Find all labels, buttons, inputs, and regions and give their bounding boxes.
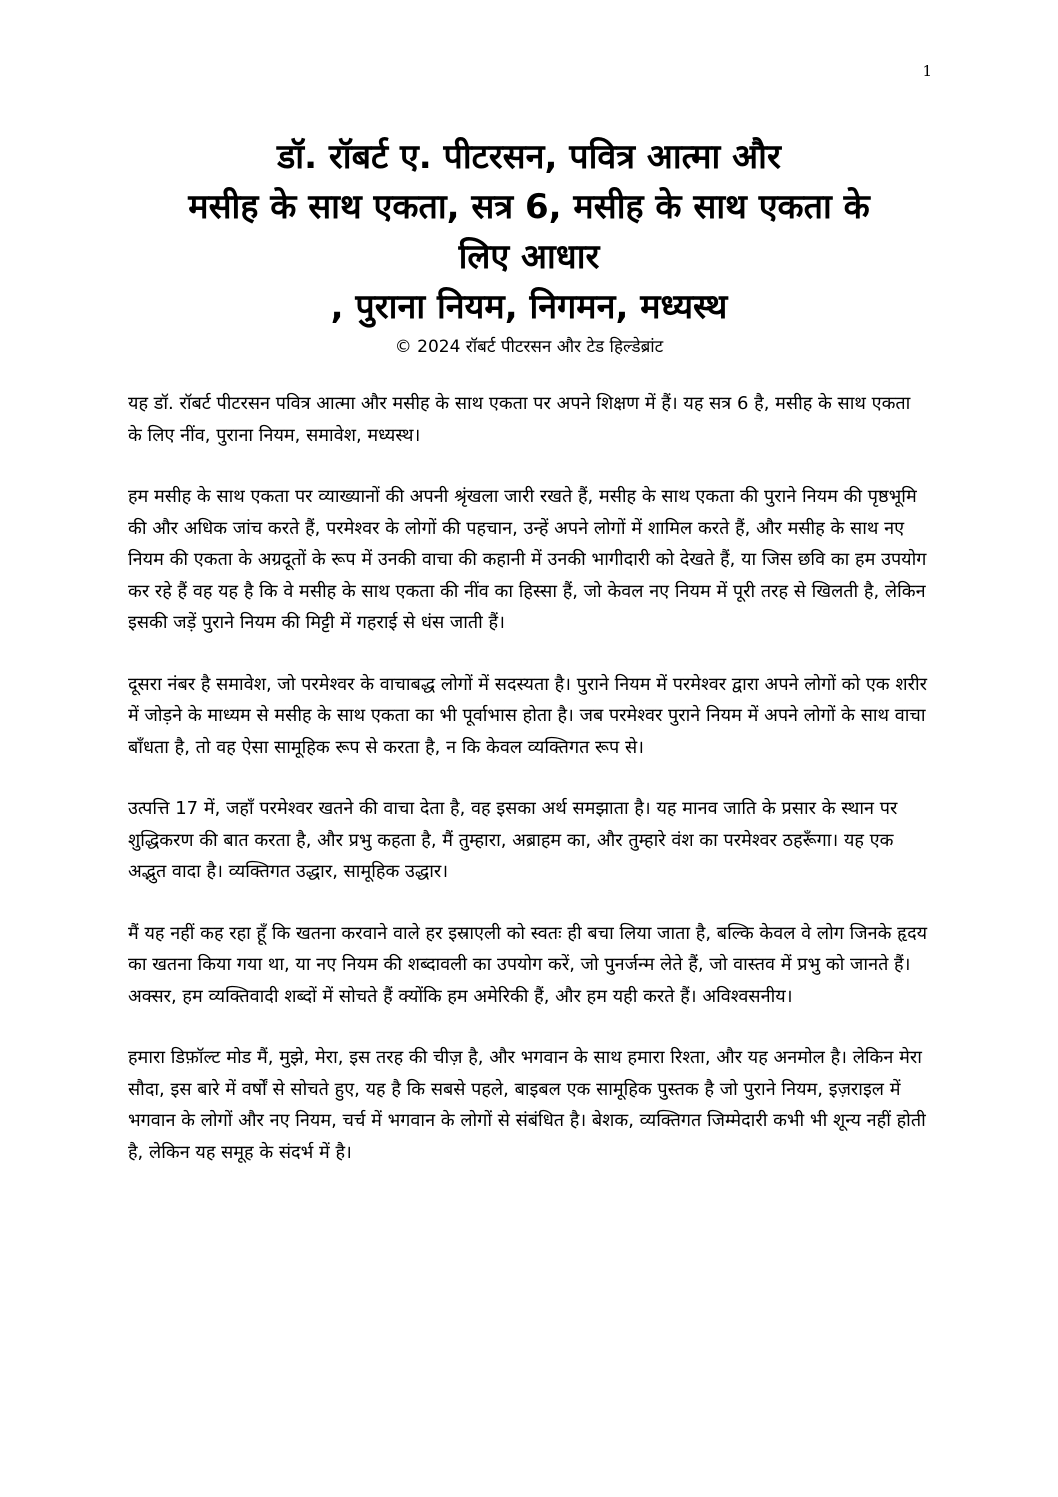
paragraph-genesis-17: उत्पत्ति 17 में, जहाँ परमेश्वर खतने की वाचा देता है, वह इसका अर्थ समझाता है। यह मानव जाति के प्रसार के स्थान पर शुद्धिकरण की बात करता है, और प्रभु कहता है, मैं तुम्हारा, अब्राहम का, और तुम्हारे वंश का परमेश्वर ठहरूँगा। यह एक अद्भुत वादा है। व्यक्तिगत उद्धार, सामूहिक उद्धार। bbox=[128, 798, 898, 882]
paragraph-default-mode: हमारा डिफ़ॉल्ट मोड मैं, मुझे, मेरा, इस तरह की चीज़ है, और भगवान के साथ हमारा रिश्ता, और यह अनमोल है। लेकिन मेरा सौदा, इस बारे में वर्षों से सोचते हुए, यह है कि सबसे पहले, बाइबल एक सामूहिक पुस्तक है जो पुराने नियम, इज़राइल में भगवान के लोगों और नए नियम, चर्च में भगवान के लोगों से संबंधित है। बेशक, व्यक्तिगत जिम्मेदारी कभी भी शून्य नहीं होती है, लेकिन यह समूह के संदर्भ में है। bbox=[128, 1047, 926, 1163]
title-line-4: , पुराना नियम, निगमन, मध्यस्थ bbox=[330, 287, 728, 327]
paragraph-circumcision: मैं यह नहीं कह रहा हूँ कि खतना करवाने वाले हर इस्राएली को स्वतः ही बचा लिया जाता है, बल्कि केवल वे लोग जिनके हृदय का खतना किया गया था, या नए नियम की शब्दावली का उपयोग करें, जो पुनर्जन्म लेते हैं, जो वास्तव में प्रभु को जानते हैं। अक्सर, हम व्यक्तिवादी शब्दों में सोचते हैं क्योंकि हम अमेरिकी हैं, और हम यही करते हैं। अविश्वसनीय। bbox=[128, 922, 928, 1007]
document-title-block bbox=[110, 132, 948, 358]
title-line-1: डॉ. रॉबर्ट ए. पीटरसन, पवित्र आत्मा और bbox=[277, 137, 781, 177]
title-line-3: लिए आधार bbox=[458, 237, 600, 277]
paragraph-intro: यह डॉ. रॉबर्ट पीटरसन पवित्र आत्मा और मसीह के साथ एकता पर अपने शिक्षण में हैं। यह सत्र 6 है, मसीह के साथ एकता के लिए नींव, पुराना नियम, समावेश, मध्यस्थ। bbox=[128, 393, 911, 446]
document-body bbox=[128, 388, 928, 1198]
page-number: 1 bbox=[922, 62, 932, 80]
paragraph-incorporation: दूसरा नंबर है समावेश, जो परमेश्वर के वाचाबद्ध लोगों में सदस्यता है। पुराने नियम में परमेश्वर द्वारा अपने लोगों को एक शरीर में जोड़ने के माध्यम से मसीह के साथ एकता का भी पूर्वाभास होता है। जब परमेश्वर पुराने नियम में अपने लोगों के साथ वाचा बाँधता है, तो वह ऐसा सामूहिक रूप से करता है, न कि केवल व्यक्तिगत रूप से। bbox=[128, 673, 927, 758]
copyright-notice: © 2024 रॉबर्ट पीटरसन और टेड हिल्डेब्रांट bbox=[394, 337, 664, 357]
title-line-2: मसीह के साथ एकता, सत्र 6, मसीह के साथ एकता के bbox=[188, 187, 870, 227]
paragraph-series-continuation: हम मसीह के साथ एकता पर व्याख्यानों की अपनी श्रृंखला जारी रखते हैं, मसीह के साथ एकता की पुराने नियम की पृष्ठभूमि की और अधिक जांच करते हैं, परमेश्वर के लोगों की पहचान, उन्हें अपने लोगों में शामिल करते हैं, और मसीह के साथ नए नियम की एकता के अग्रदूतों के रूप में उनकी वाचा की कहानी में उनकी भागीदारी को देखते हैं, या जिस छवि का हम उपयोग कर रहे हैं वह यह है कि वे मसीह के साथ एकता की नींव का हिस्सा हैं, जो केवल नए नियम में पूरी तरह से खिलती है, लेकिन इसकी जड़ें पुराने नियम की मिट्टी में गहराई से धंस जाती हैं। bbox=[128, 486, 927, 633]
